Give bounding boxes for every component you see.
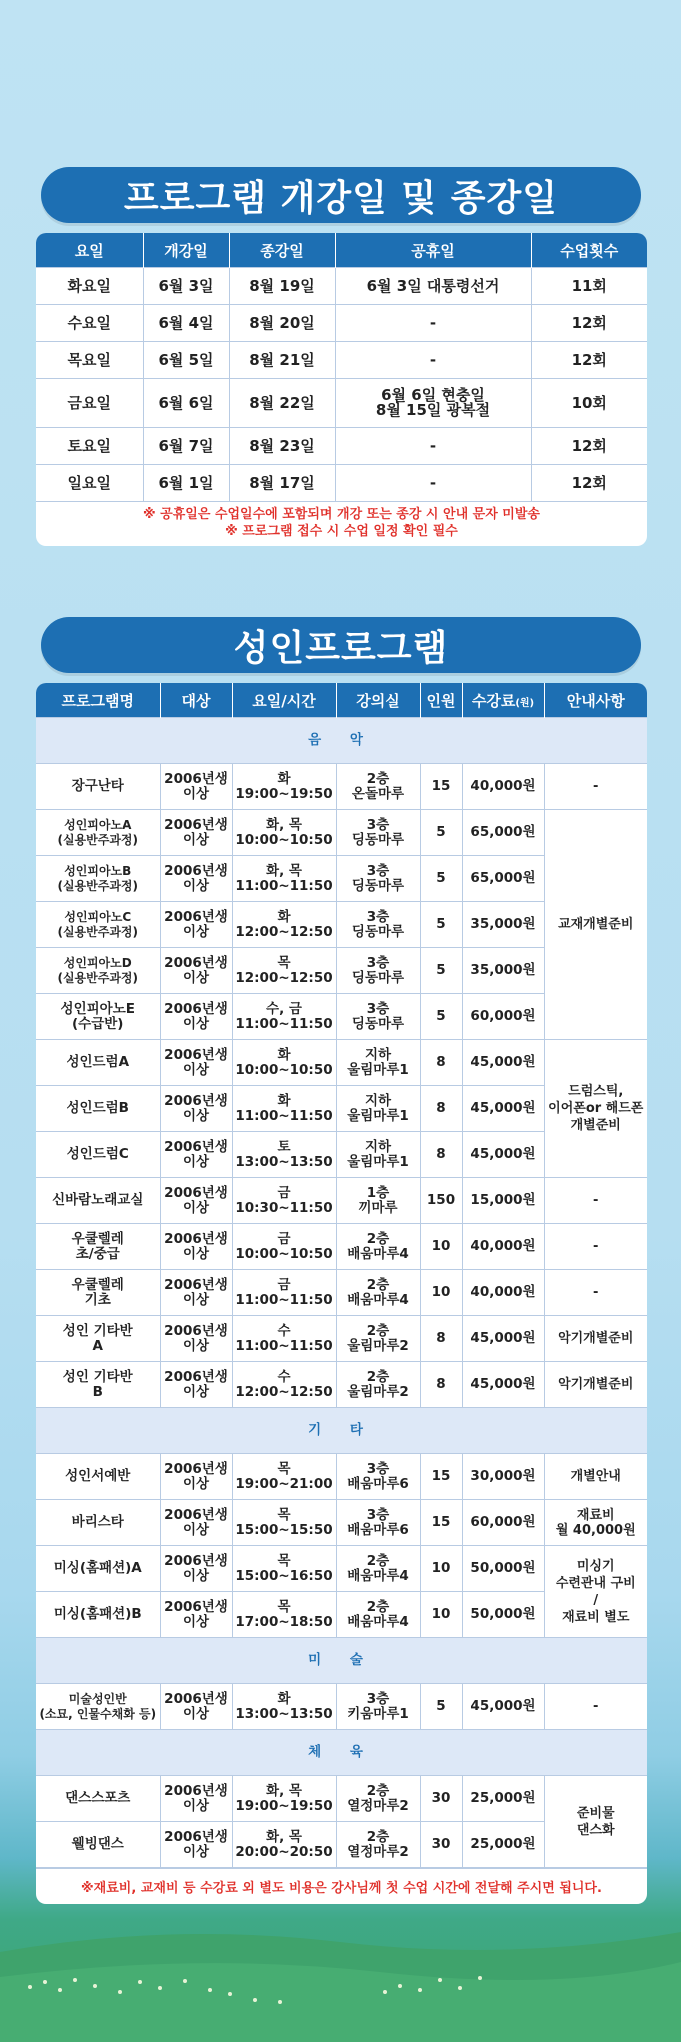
start-cell: 6월 6일 (143, 379, 229, 428)
count-cell: 12회 (531, 465, 647, 502)
capacity-cell: 8 (420, 1362, 462, 1408)
fee-cell: 50,000원 (462, 1546, 544, 1592)
info-cell: 악기개별준비 (544, 1362, 647, 1408)
section-label: 음 악 (36, 718, 647, 764)
capacity-cell: 8 (420, 1316, 462, 1362)
target-cell: 2006년생 이상 (160, 1822, 232, 1868)
room-cell: 2층 온돌마루 (336, 764, 420, 810)
room-cell: 2층 열정마루2 (336, 1776, 420, 1822)
time-cell: 목 17:00~18:50 (232, 1592, 336, 1638)
table-row (36, 1684, 647, 1730)
time-cell: 목 19:00~21:00 (232, 1454, 336, 1500)
holiday-cell: 6월 6일 현충일 8월 15일 광복절 (335, 379, 531, 428)
capacity-cell: 8 (420, 1040, 462, 1086)
fee-cell: 40,000원 (462, 764, 544, 810)
fee-cell: 25,000원 (462, 1776, 544, 1822)
end-cell: 8월 23일 (229, 428, 335, 465)
end-cell: 8월 19일 (229, 268, 335, 305)
program-name-cell: 성인드럼A (36, 1040, 160, 1086)
room-cell: 3층 딩동마루 (336, 810, 420, 856)
fee-cell: 45,000원 (462, 1086, 544, 1132)
target-cell: 2006년생 이상 (160, 856, 232, 902)
program-name-cell: 미싱(홈패션)B (36, 1592, 160, 1638)
target-cell: 2006년생 이상 (160, 1270, 232, 1316)
table-row (36, 1178, 647, 1224)
program-name-cell: 웰빙댄스 (36, 1822, 160, 1868)
fee-cell: 45,000원 (462, 1132, 544, 1178)
capacity-cell: 30 (420, 1822, 462, 1868)
end-cell: 8월 21일 (229, 342, 335, 379)
day-cell: 목요일 (36, 342, 143, 379)
table-row (36, 764, 647, 810)
programs-table (36, 683, 647, 1868)
room-cell: 1층 끼마루 (336, 1178, 420, 1224)
capacity-cell: 5 (420, 810, 462, 856)
program-name-cell: 성인피아노B (실용반주과정) (36, 856, 160, 902)
room-cell: 3층 배움마루6 (336, 1500, 420, 1546)
program-name-cell: 성인 기타반 B (36, 1362, 160, 1408)
info-merged-cell: 교재개별준비 (544, 810, 647, 1040)
time-cell: 수, 금 11:00~11:50 (232, 994, 336, 1040)
target-cell: 2006년생 이상 (160, 1546, 232, 1592)
time-cell: 금 10:00~10:50 (232, 1224, 336, 1270)
info-cell: - (544, 1270, 647, 1316)
header-count: 수업횟수 (531, 233, 647, 268)
schedule-panel (36, 233, 647, 546)
target-cell: 2006년생 이상 (160, 1178, 232, 1224)
table-row (36, 379, 647, 428)
time-cell: 화 10:00~10:50 (232, 1040, 336, 1086)
capacity-cell: 5 (420, 856, 462, 902)
schedule-notes (36, 502, 647, 546)
target-cell: 2006년생 이상 (160, 1592, 232, 1638)
time-cell: 화, 목 19:00~19:50 (232, 1776, 336, 1822)
count-cell: 12회 (531, 342, 647, 379)
table-row (36, 1270, 647, 1316)
header-fee (462, 683, 544, 718)
time-cell: 목 15:00~16:50 (232, 1546, 336, 1592)
fee-cell: 40,000원 (462, 1224, 544, 1270)
time-cell: 화 12:00~12:50 (232, 902, 336, 948)
info-merged-cell: 미싱기 수련관내 구비 / 재료비 별도 (544, 1546, 647, 1638)
time-cell: 목 15:00~15:50 (232, 1500, 336, 1546)
fee-cell: 30,000원 (462, 1454, 544, 1500)
header-room: 강의실 (336, 683, 420, 718)
program-name-cell: 장구난타 (36, 764, 160, 810)
target-cell: 2006년생 이상 (160, 1132, 232, 1178)
program-name-cell: 성인서예반 (36, 1454, 160, 1500)
program-name-cell: 성인피아노E (수급반) (36, 994, 160, 1040)
programs-title: 성인프로그램 (41, 617, 641, 673)
program-name-cell: 성인피아노C (실용반주과정) (36, 902, 160, 948)
info-cell: - (544, 764, 647, 810)
time-cell: 수 12:00~12:50 (232, 1362, 336, 1408)
time-cell: 금 10:30~11:50 (232, 1178, 336, 1224)
capacity-cell: 10 (420, 1270, 462, 1316)
program-name-cell: 우쿨렐레 기초 (36, 1270, 160, 1316)
time-cell: 화, 목 10:00~10:50 (232, 810, 336, 856)
capacity-cell: 5 (420, 1684, 462, 1730)
fee-cell: 50,000원 (462, 1592, 544, 1638)
table-row (36, 1316, 647, 1362)
schedule-note-1: ※ 공휴일은 수업일수에 포함되며 개강 또는 종강 시 안내 문자 미발송 (143, 507, 540, 522)
table-row (36, 465, 647, 502)
table-row (36, 810, 647, 856)
header-program: 프로그램명 (36, 683, 160, 718)
table-row (36, 1224, 647, 1270)
schedule-table (36, 233, 647, 502)
table-row (36, 1500, 647, 1546)
start-cell: 6월 3일 (143, 268, 229, 305)
end-cell: 8월 17일 (229, 465, 335, 502)
programs-panel (36, 683, 647, 1904)
room-cell: 3층 배움마루6 (336, 1454, 420, 1500)
program-name-cell: 성인 기타반 A (36, 1316, 160, 1362)
program-name-cell: 성인드럼B (36, 1086, 160, 1132)
time-cell: 화 19:00~19:50 (232, 764, 336, 810)
count-cell: 11회 (531, 268, 647, 305)
header-day: 요일 (36, 233, 143, 268)
holiday-cell: - (335, 465, 531, 502)
section-label: 체 육 (36, 1730, 647, 1776)
info-cell: - (544, 1684, 647, 1730)
fee-cell: 40,000원 (462, 1270, 544, 1316)
start-cell: 6월 4일 (143, 305, 229, 342)
table-row (36, 1362, 647, 1408)
programs-footer-note: ※재료비, 교재비 등 수강료 외 별도 비용은 강사님께 첫 수업 시간에 전달해 주시면 됩니다. (36, 1868, 647, 1904)
capacity-cell: 10 (420, 1592, 462, 1638)
room-cell: 2층 울림마루2 (336, 1362, 420, 1408)
target-cell: 2006년생 이상 (160, 1454, 232, 1500)
capacity-cell: 30 (420, 1776, 462, 1822)
section-row (36, 1408, 647, 1454)
count-cell: 12회 (531, 428, 647, 465)
room-cell: 2층 배움마루4 (336, 1546, 420, 1592)
target-cell: 2006년생 이상 (160, 1040, 232, 1086)
header-capacity: 인원 (420, 683, 462, 718)
program-name-cell: 신바람노래교실 (36, 1178, 160, 1224)
day-cell: 일요일 (36, 465, 143, 502)
header-target: 대상 (160, 683, 232, 718)
room-cell: 지하 울림마루1 (336, 1040, 420, 1086)
info-cell: 재료비 월 40,000원 (544, 1500, 647, 1546)
info-merged-cell: 준비물 댄스화 (544, 1776, 647, 1868)
day-cell: 화요일 (36, 268, 143, 305)
capacity-cell: 15 (420, 764, 462, 810)
schedule-title: 프로그램 개강일 및 종강일 (41, 167, 641, 223)
room-cell: 3층 딩동마루 (336, 856, 420, 902)
capacity-cell: 150 (420, 1178, 462, 1224)
capacity-cell: 15 (420, 1500, 462, 1546)
start-cell: 6월 1일 (143, 465, 229, 502)
program-name-cell: 미술성인반 (소묘, 인물수채화 등) (36, 1684, 160, 1730)
capacity-cell: 15 (420, 1454, 462, 1500)
fee-cell: 60,000원 (462, 994, 544, 1040)
capacity-cell: 10 (420, 1224, 462, 1270)
fee-cell: 15,000원 (462, 1178, 544, 1224)
table-row (36, 1454, 647, 1500)
time-cell: 화 11:00~11:50 (232, 1086, 336, 1132)
start-cell: 6월 7일 (143, 428, 229, 465)
fee-cell: 45,000원 (462, 1316, 544, 1362)
day-cell: 토요일 (36, 428, 143, 465)
capacity-cell: 10 (420, 1546, 462, 1592)
fee-cell: 60,000원 (462, 1500, 544, 1546)
target-cell: 2006년생 이상 (160, 1500, 232, 1546)
section-row (36, 1638, 647, 1684)
program-name-cell: 미싱(홈패션)A (36, 1546, 160, 1592)
day-cell: 수요일 (36, 305, 143, 342)
time-cell: 토 13:00~13:50 (232, 1132, 336, 1178)
header-info: 안내사항 (544, 683, 647, 718)
time-cell: 목 12:00~12:50 (232, 948, 336, 994)
section-label: 기 타 (36, 1408, 647, 1454)
table-row (36, 1040, 647, 1086)
header-start: 개강일 (143, 233, 229, 268)
table-row (36, 1546, 647, 1592)
target-cell: 2006년생 이상 (160, 1224, 232, 1270)
table-row (36, 428, 647, 465)
room-cell: 지하 울림마루1 (336, 1132, 420, 1178)
time-cell: 화 13:00~13:50 (232, 1684, 336, 1730)
header-holiday: 공휴일 (335, 233, 531, 268)
target-cell: 2006년생 이상 (160, 948, 232, 994)
time-cell: 화, 목 11:00~11:50 (232, 856, 336, 902)
target-cell: 2006년생 이상 (160, 994, 232, 1040)
time-cell: 화, 목 20:00~20:50 (232, 1822, 336, 1868)
program-name-cell: 성인피아노D (실용반주과정) (36, 948, 160, 994)
program-name-cell: 성인드럼C (36, 1132, 160, 1178)
target-cell: 2006년생 이상 (160, 1316, 232, 1362)
target-cell: 2006년생 이상 (160, 902, 232, 948)
header-end: 종강일 (229, 233, 335, 268)
table-row (36, 342, 647, 379)
target-cell: 2006년생 이상 (160, 1776, 232, 1822)
holiday-cell: 6월 3일 대통령선거 (335, 268, 531, 305)
header-time: 요일/시간 (232, 683, 336, 718)
table-row (36, 268, 647, 305)
capacity-cell: 5 (420, 948, 462, 994)
fee-cell: 45,000원 (462, 1362, 544, 1408)
info-cell: - (544, 1224, 647, 1270)
room-cell: 3층 딩동마루 (336, 948, 420, 994)
time-cell: 금 11:00~11:50 (232, 1270, 336, 1316)
holiday-cell: - (335, 342, 531, 379)
section-row (36, 1730, 647, 1776)
capacity-cell: 5 (420, 994, 462, 1040)
table-row (36, 305, 647, 342)
start-cell: 6월 5일 (143, 342, 229, 379)
program-name-cell: 댄스스포츠 (36, 1776, 160, 1822)
target-cell: 2006년생 이상 (160, 1684, 232, 1730)
room-cell: 2층 울림마루2 (336, 1316, 420, 1362)
program-name-cell: 성인피아노A (실용반주과정) (36, 810, 160, 856)
grass-decoration (0, 1882, 681, 2042)
fee-cell: 45,000원 (462, 1040, 544, 1086)
count-cell: 10회 (531, 379, 647, 428)
fee-cell: 25,000원 (462, 1822, 544, 1868)
room-cell: 2층 열정마루2 (336, 1822, 420, 1868)
room-cell: 2층 배움마루4 (336, 1592, 420, 1638)
room-cell: 3층 키움마루1 (336, 1684, 420, 1730)
end-cell: 8월 20일 (229, 305, 335, 342)
fee-cell: 45,000원 (462, 1684, 544, 1730)
info-merged-cell: 드럼스틱, 이어폰or 해드폰 개별준비 (544, 1040, 647, 1178)
fee-cell: 65,000원 (462, 810, 544, 856)
capacity-cell: 5 (420, 902, 462, 948)
room-cell: 지하 울림마루1 (336, 1086, 420, 1132)
room-cell: 3층 딩동마루 (336, 994, 420, 1040)
info-cell: - (544, 1178, 647, 1224)
section-row (36, 718, 647, 764)
capacity-cell: 8 (420, 1086, 462, 1132)
room-cell: 2층 배움마루4 (336, 1224, 420, 1270)
header-fee-unit: (원) (515, 697, 535, 709)
target-cell: 2006년생 이상 (160, 1086, 232, 1132)
day-cell: 금요일 (36, 379, 143, 428)
header-fee-label: 수강료 (471, 691, 516, 710)
room-cell: 2층 배움마루4 (336, 1270, 420, 1316)
info-cell: 개별안내 (544, 1454, 647, 1500)
table-row (36, 1776, 647, 1822)
target-cell: 2006년생 이상 (160, 810, 232, 856)
schedule-note-2: ※ 프로그램 접수 시 수업 일정 확인 필수 (225, 524, 458, 539)
fee-cell: 65,000원 (462, 856, 544, 902)
count-cell: 12회 (531, 305, 647, 342)
room-cell: 3층 딩동마루 (336, 902, 420, 948)
holiday-cell: - (335, 428, 531, 465)
target-cell: 2006년생 이상 (160, 764, 232, 810)
info-cell: 악기개별준비 (544, 1316, 647, 1362)
program-name-cell: 우쿨렐레 초/중급 (36, 1224, 160, 1270)
program-name-cell: 바리스타 (36, 1500, 160, 1546)
section-label: 미 술 (36, 1638, 647, 1684)
capacity-cell: 8 (420, 1132, 462, 1178)
target-cell: 2006년생 이상 (160, 1362, 232, 1408)
fee-cell: 35,000원 (462, 902, 544, 948)
fee-cell: 35,000원 (462, 948, 544, 994)
end-cell: 8월 22일 (229, 379, 335, 428)
holiday-cell: - (335, 305, 531, 342)
time-cell: 수 11:00~11:50 (232, 1316, 336, 1362)
